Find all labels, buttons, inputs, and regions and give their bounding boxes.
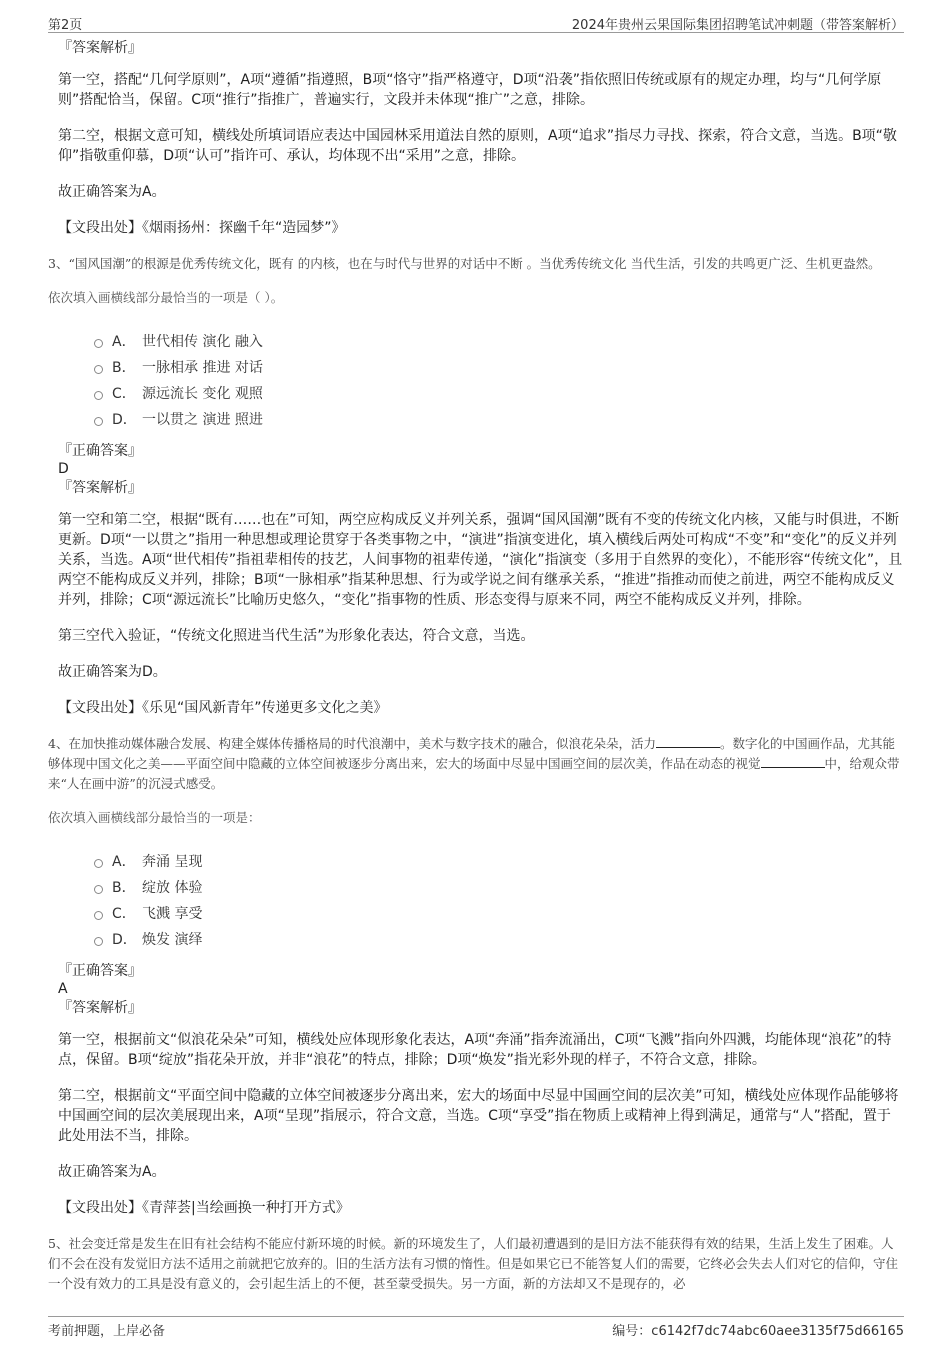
option-text: 焕发 演绎 bbox=[142, 932, 203, 948]
q3-option-c[interactable] bbox=[94, 380, 904, 406]
q4-stem bbox=[48, 734, 904, 794]
document-id: 编号：c6142f7dc74abc60aee3135f75d66165 bbox=[612, 1324, 904, 1339]
q3-correct-label: 『正确答案』 bbox=[58, 443, 142, 459]
radio-icon[interactable] bbox=[94, 911, 103, 920]
q4-option-b[interactable] bbox=[94, 874, 904, 900]
option-letter: B． bbox=[112, 360, 136, 376]
option-letter: B． bbox=[112, 880, 136, 896]
footer-slogan: 考前押题，上岸必备 bbox=[48, 1324, 166, 1339]
option-text: 飞溅 享受 bbox=[142, 906, 203, 922]
q3-stem: 3、“国风国潮”的根源是优秀传统文化，既有 的内核，也在与时代与世界的对话中不断 。当优秀传统文化 当代生活，引发的共鸣更广泛、生机更盎然。 bbox=[48, 256, 881, 271]
q3-option-b[interactable] bbox=[94, 354, 904, 380]
q4-stem-part-3: 中，给观众带来“人在画中游”的沉浸式感受。 bbox=[48, 756, 900, 791]
q4-prompt: 依次填入画横线部分最恰当的一项是： bbox=[48, 810, 261, 825]
q2-source: 【文段出处】《烟雨扬州：探幽千年“造园梦”》 bbox=[58, 220, 346, 236]
q3-source: 【文段出处】《乐见“国风新青年”传递更多文化之美》 bbox=[58, 700, 388, 716]
option-letter: C． bbox=[112, 906, 136, 922]
q4-correct-label: 『正确答案』 bbox=[58, 963, 142, 979]
q3-analysis-label: 『答案解析』 bbox=[58, 480, 142, 496]
q2-analysis-1: 第一空，搭配“几何学原则”，A项“遵循”指遵照，B项“恪守”指严格遵守，D项“沿袭”指依照旧传统或原有的规定办理，均与“几何学原则”搭配恰当，保留。C项“推行”指推广，普遍实行，文段并未体现“推广”之意，排除。 bbox=[58, 72, 882, 108]
q2-analysis-2: 第二空，根据文意可知，横线处所填词语应表达中国园林采用道法自然的原则，A项“追求”指尽力寻找、探索，符合文意，当选。B项“敬仰”指敬重仰慕，D项“认可”指许可、承认，均体现不出“采用”之意，排除。 bbox=[58, 128, 897, 164]
option-text: 一以贯之 演进 照进 bbox=[142, 412, 263, 428]
q2-analysis-3: 故正确答案为A。 bbox=[58, 184, 166, 200]
q2-analysis-label: 『答案解析』 bbox=[58, 40, 142, 56]
blank-line bbox=[656, 734, 720, 748]
q4-analysis-2: 第二空，根据前文“平面空间中隐藏的立体空间被逐步分离出来，宏大的场面中尽显中国画空间的层次美”可知，横线处应体现作品能够将中国画空间的层次美展现出来，A项“呈现”指展示，符合文意，当选。C项“享受”指在物质上或精神上得到满足，通常与“人”搭配，置于此处用法不当，排除。 bbox=[58, 1088, 899, 1144]
document-title: 2024年贵州云果国际集团招聘笔试冲刺题（带答案解析） bbox=[571, 18, 904, 33]
q4-analysis-label: 『答案解析』 bbox=[58, 1000, 142, 1016]
option-letter: D． bbox=[112, 932, 137, 948]
page-header bbox=[48, 12, 904, 33]
q3-options bbox=[94, 328, 904, 432]
blank-line bbox=[761, 754, 825, 768]
option-text: 源远流长 变化 观照 bbox=[142, 386, 263, 402]
q4-source: 【文段出处】《青萍荟|当绘画换一种打开方式》 bbox=[58, 1200, 350, 1216]
q4-option-d[interactable] bbox=[94, 926, 904, 952]
option-letter: D． bbox=[112, 412, 137, 428]
radio-icon[interactable] bbox=[94, 859, 103, 868]
q3-analysis-2: 第三空代入验证，“传统文化照进当代生活”为形象化表达，符合文意，当选。 bbox=[58, 628, 535, 644]
radio-icon[interactable] bbox=[94, 885, 103, 894]
q4-correct-answer: A bbox=[58, 981, 68, 997]
q4-stem-part-2: 。数字化的中国画作品，尤其能够体现中国文化之美——平面空间中隐藏的立体空间被逐步分离出来，宏大的场面中尽显中国画空间的层次美，作品在动态的视觉 bbox=[48, 736, 895, 771]
q3-analysis-1: 第一空和第二空，根据“既有……也在”可知，两空应构成反义并列关系，强调“国风国潮”既有不变的传统文化内核，又能与时俱进，不断更新。D项“一以贯之”指用一种思想或理论贯穿于各类事物之中，“演进”指演变进化，填入横线后两处可构成“不变”和“变化”的反义并列关系，当选。A项“世代相传”指祖辈相传的技艺，人间事物的祖辈传递，“演化”指演变（多用于自然界的变化），不能形容“传统文化”，且两空不能构成反义并列，排除；B项“一脉相承”指某种思想、行为或学说之间有继承关系，“推进”指推动而使之前进，两空不能构成反义并列，排除；C项“源远流长”比喻历史悠久，“变化”指事物的性质、形态变得与原来不同，两空不能构成反义并列，排除。 bbox=[58, 512, 903, 608]
q3-prompt: 依次填入画横线部分最恰当的一项是（ ）。 bbox=[48, 290, 284, 305]
option-text: 绽放 体验 bbox=[142, 880, 203, 896]
q4-option-c[interactable] bbox=[94, 900, 904, 926]
option-letter: A． bbox=[112, 854, 136, 870]
radio-icon[interactable] bbox=[94, 937, 103, 946]
q4-analysis-3: 故正确答案为A。 bbox=[58, 1164, 166, 1180]
radio-icon[interactable] bbox=[94, 365, 103, 374]
page-number: 第2页 bbox=[48, 18, 83, 33]
q3-option-a[interactable] bbox=[94, 328, 904, 354]
q3-option-d[interactable] bbox=[94, 406, 904, 432]
option-letter: C． bbox=[112, 386, 136, 402]
radio-icon[interactable] bbox=[94, 339, 103, 348]
q4-option-a[interactable] bbox=[94, 848, 904, 874]
page-content bbox=[48, 38, 904, 1304]
q4-analysis-1: 第一空，根据前文“似浪花朵朵”可知，横线处应体现形象化表达，A项“奔涌”指奔流涌出，C项“飞溅”指向外四溅，均能体现“浪花”的特点，保留。B项“绽放”指花朵开放，并非“浪花”的特点，排除；D项“焕发”指光彩外现的样子，不符合文意，排除。 bbox=[58, 1032, 892, 1068]
q3-analysis-3: 故正确答案为D。 bbox=[58, 664, 167, 680]
q3-correct-answer: D bbox=[58, 461, 69, 477]
radio-icon[interactable] bbox=[94, 391, 103, 400]
q4-stem-part-1: 4、在加快推动媒体融合发展、构建全媒体传播格局的时代浪潮中，美术与数字技术的融合，似浪花朵朵，活力 bbox=[48, 736, 656, 751]
q4-options bbox=[94, 848, 904, 952]
option-text: 一脉相承 推进 对话 bbox=[142, 360, 263, 376]
radio-icon[interactable] bbox=[94, 417, 103, 426]
option-text: 世代相传 演化 融入 bbox=[142, 334, 263, 350]
option-letter: A． bbox=[112, 334, 136, 350]
page-footer bbox=[48, 1316, 904, 1337]
q5-stem: 5、社会变迁常是发生在旧有社会结构不能应付新环境的时候。新的环境发生了，人们最初遭遇到的是旧方法不能获得有效的结果，生活上发生了困难。人们不会在没有发觉旧方法不适用之前就把它放弃的。旧的生活方法有习惯的惰性。但是如果它已不能答复人们的需要，它终必会失去人们对它的信仰，守住一个没有效力的工具是没有意义的，会引起生活上的不便，甚至蒙受损失。另一方面，新的方法却又不是现存的，必 bbox=[48, 1236, 899, 1291]
option-text: 奔涌 呈现 bbox=[142, 854, 203, 870]
